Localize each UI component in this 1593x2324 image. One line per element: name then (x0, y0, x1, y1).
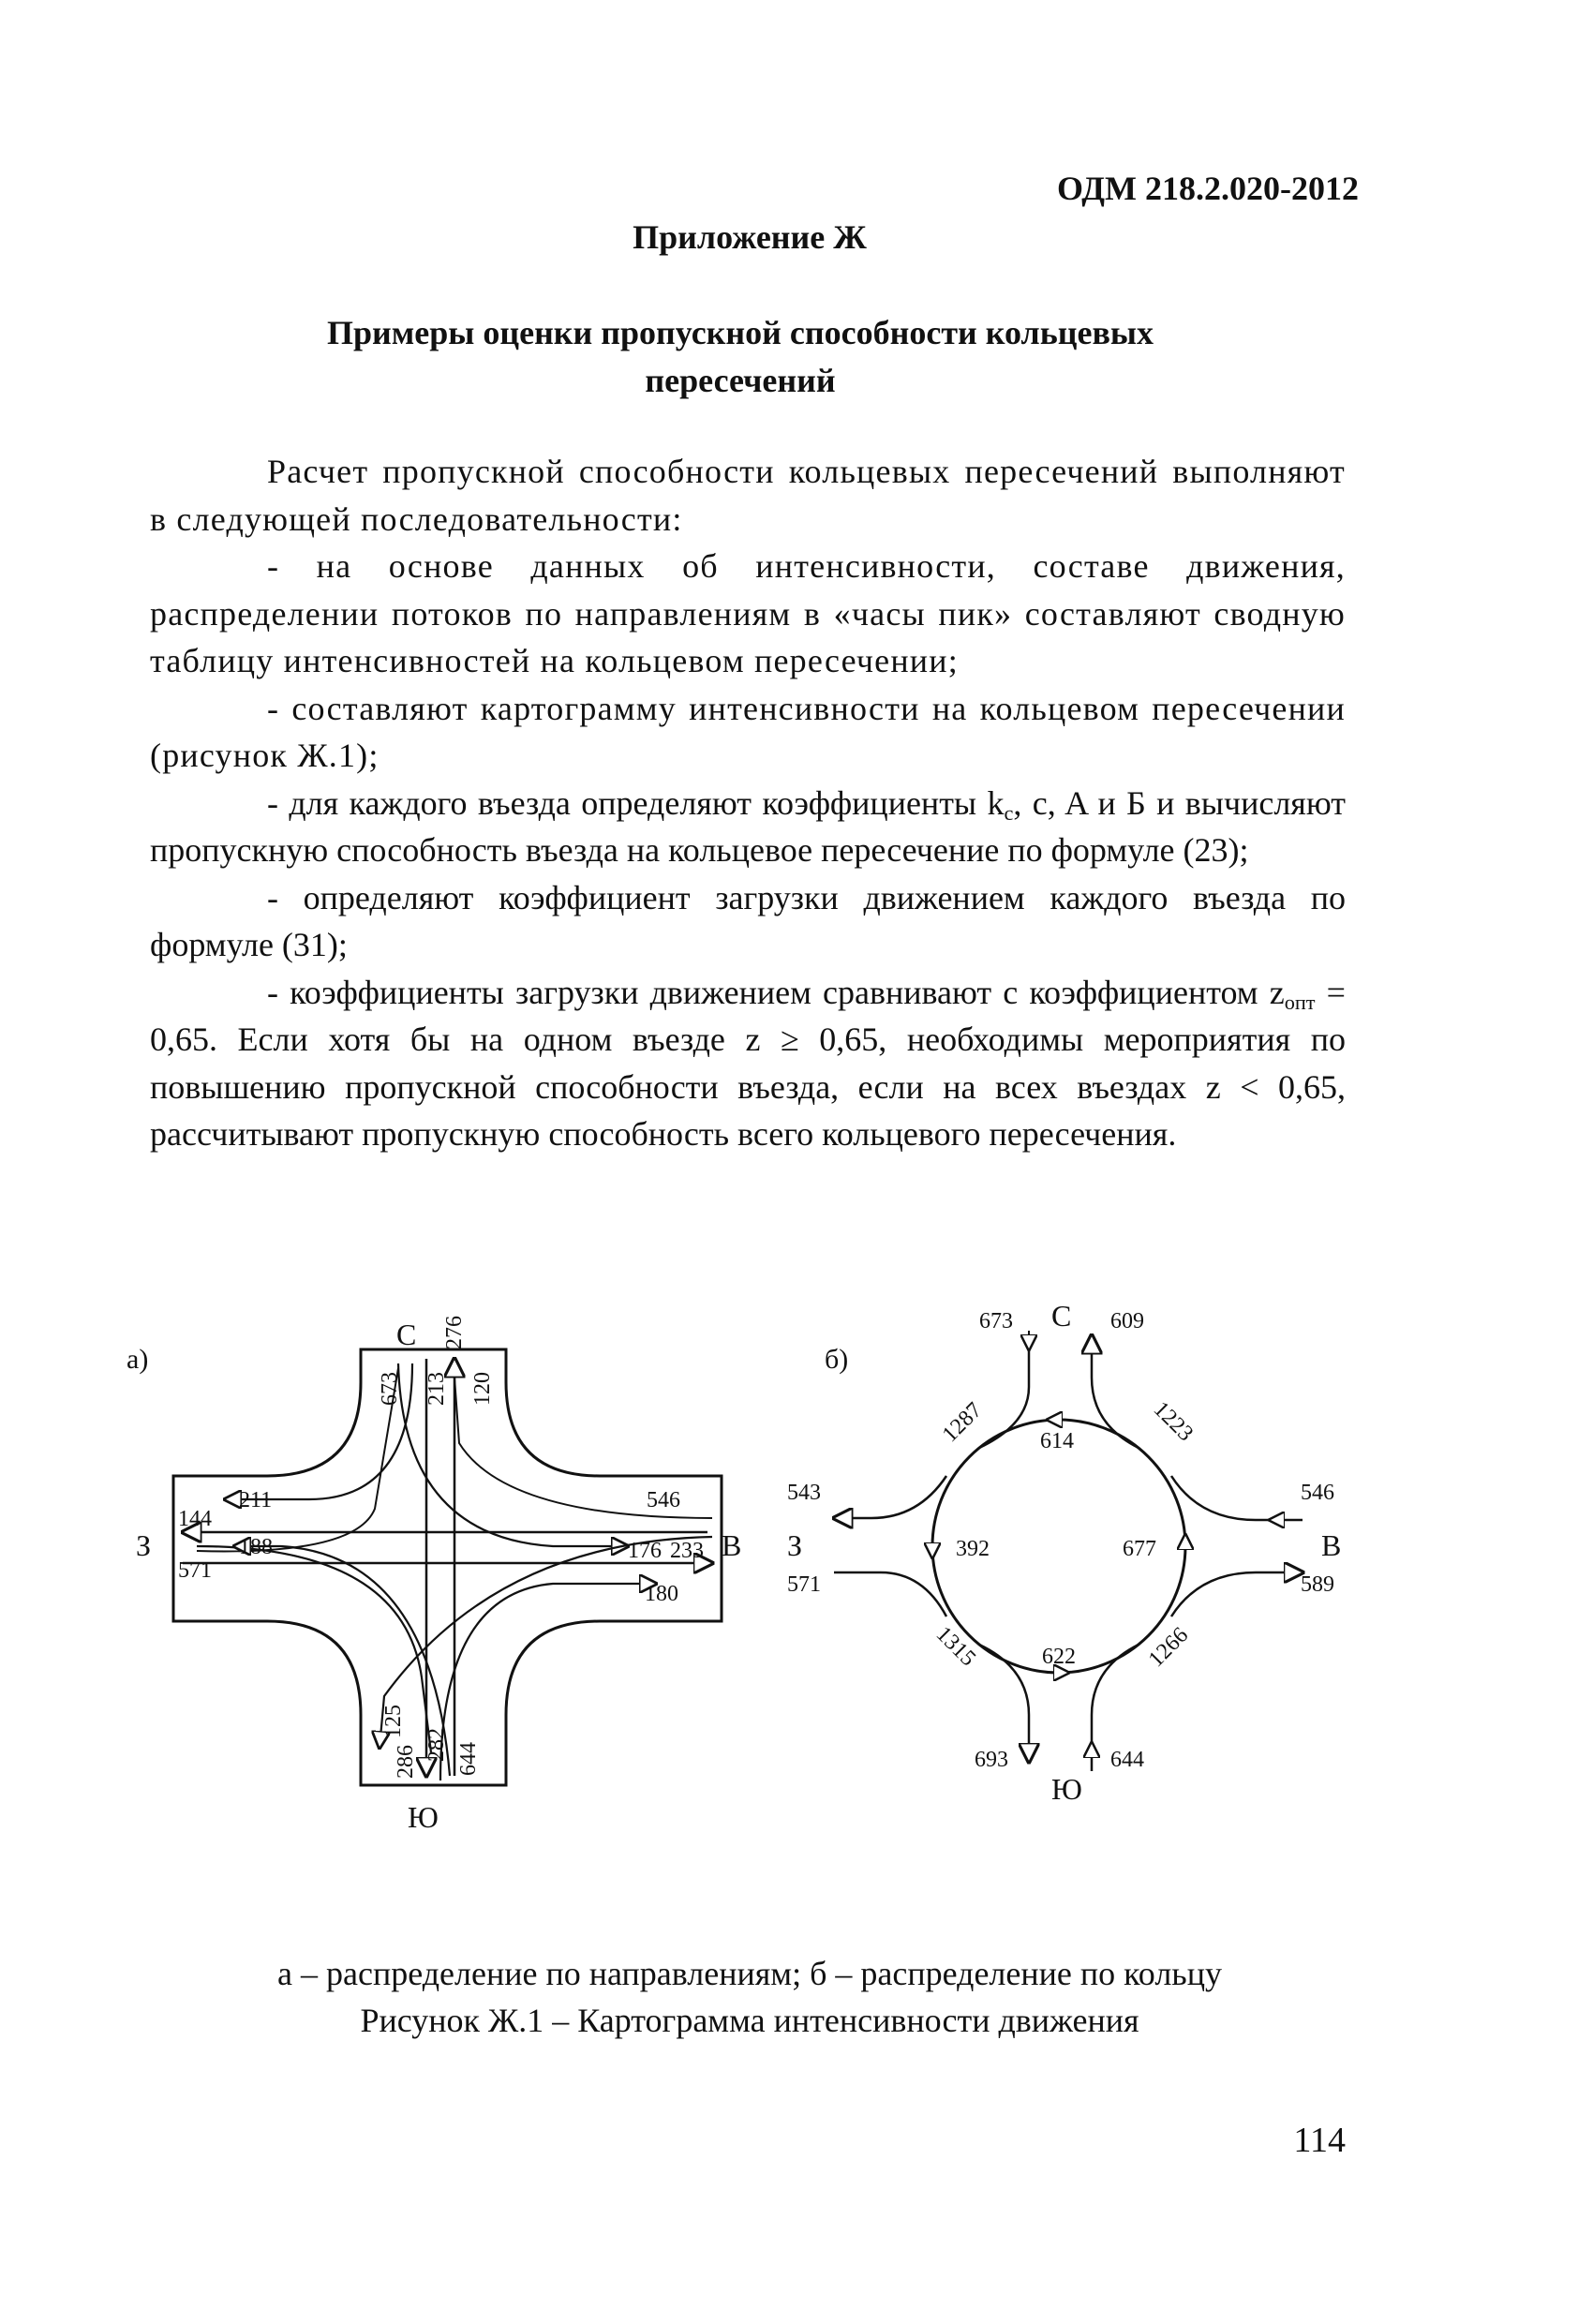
value-644: 644 (456, 1742, 481, 1776)
value-144: 144 (178, 1507, 212, 1531)
direction-east: В (1321, 1528, 1342, 1562)
leg-east-in (1171, 1476, 1303, 1520)
direction-north: С (1051, 1299, 1072, 1333)
leg-east-out (1171, 1572, 1303, 1616)
direction-west: З (136, 1528, 152, 1562)
ring-value-392: 392 (956, 1537, 990, 1561)
leg-west-in (834, 1572, 946, 1616)
item3-text-rest: , c, A и Б и вычисляют пропускную способность въезда на кольцевое пересечение по формуле (23); (150, 783, 1346, 869)
value-571: 571 (787, 1572, 821, 1597)
subscript-opt: опт (1284, 990, 1316, 1014)
value-180: 180 (645, 1582, 678, 1606)
value-609: 609 (1110, 1309, 1144, 1333)
value-286: 286 (394, 1745, 418, 1779)
value-571: 571 (178, 1558, 212, 1583)
value-176: 176 (628, 1539, 662, 1563)
section-title-line1: Примеры оценки пропускной способности кольцевых (326, 314, 1154, 351)
ring-value-614: 614 (1040, 1429, 1074, 1453)
figure-b-label: б) (825, 1344, 849, 1375)
page-number: 114 (1293, 2121, 1346, 2160)
value-1287: 1287 (937, 1397, 988, 1448)
value-546: 546 (647, 1488, 680, 1512)
value-693: 693 (975, 1748, 1008, 1772)
leg-south-out (979, 1645, 1029, 1762)
figure-a-label: а) (127, 1344, 149, 1375)
direction-south: Ю (408, 1800, 439, 1834)
leg-north-in (979, 1340, 1029, 1448)
direction-south: Ю (1051, 1772, 1082, 1806)
value-1315: 1315 (930, 1621, 981, 1672)
value-1223: 1223 (1148, 1396, 1198, 1447)
flow-west-north (197, 1368, 398, 1551)
figure-caption-title: Рисунок Ж.1 – Картограмма интенсивности движения (360, 2002, 1139, 2039)
figure-caption-legend: а – распределение по направлениям; б – распределение по кольцу (277, 1955, 1222, 1992)
direction-east: В (722, 1528, 742, 1562)
direction-west: З (787, 1528, 803, 1562)
value-1266: 1266 (1143, 1622, 1194, 1673)
intro-paragraph: Расчет пропускной способности кольцевых пересечений выполняют в следующей последовательности: (150, 453, 1346, 538)
value-233: 233 (670, 1539, 704, 1563)
direction-north: С (396, 1318, 417, 1351)
value-188: 188 (239, 1535, 273, 1559)
figure-a-intersection-diagram (127, 1274, 768, 1855)
subscript-c: с (1004, 800, 1014, 825)
figure-b-ring-diagram (768, 1274, 1368, 1837)
item3-text: - для каждого въезда определяют коэффициенты k (267, 783, 1005, 822)
section-title-line2: пересечений (645, 362, 836, 399)
list-item (150, 969, 1346, 1158)
flow-east-south (380, 1537, 712, 1748)
value-673: 673 (378, 1372, 402, 1406)
list-item: - составляют картограмму интенсивности на кольцевом пересечении (рисунок Ж.1); (150, 689, 1346, 774)
list-item (150, 780, 1346, 874)
ring-value-622: 622 (1042, 1645, 1076, 1669)
item5-text: - коэффициенты загрузки движением сравнивают с коэффициентом z (267, 973, 1285, 1011)
list-item: - на основе данных об интенсивности, составе движения, распределении потоков по направлениям в «часы пик» составляют сводную таблицу интенсивностей на кольцевом пересечении; (150, 547, 1346, 679)
section-title (244, 309, 1237, 405)
ring-value-677: 677 (1123, 1537, 1156, 1561)
value-213: 213 (424, 1372, 449, 1406)
value-125: 125 (381, 1705, 406, 1738)
value-120: 120 (470, 1372, 495, 1406)
leg-north-out (1092, 1335, 1139, 1448)
value-546: 546 (1301, 1481, 1334, 1505)
value-589: 589 (1301, 1572, 1334, 1597)
appendix-title: Приложение Ж (633, 218, 867, 256)
value-543: 543 (787, 1481, 821, 1505)
value-673: 673 (979, 1309, 1013, 1333)
item5-text-rest: = 0,65. Если хотя бы на одном въезде z ≥ 0,65, необходимы мероприятия по повышению пропускной способности въезда, если на всех въездах z < 0,65, рассчитывают пропускную способность всего кольцевого пересечения. (150, 973, 1346, 1153)
body-text (150, 448, 1346, 1158)
leg-west-out (834, 1476, 946, 1518)
document-number: ОДМ 218.2.020-2012 (1057, 170, 1359, 207)
list-item: - определяют коэффициент загрузки движением каждого въезда по формуле (31); (150, 878, 1346, 963)
value-276: 276 (442, 1316, 467, 1349)
value-282: 282 (424, 1728, 449, 1762)
value-644: 644 (1110, 1748, 1144, 1772)
value-211: 211 (239, 1488, 273, 1512)
road-outline (173, 1349, 722, 1785)
